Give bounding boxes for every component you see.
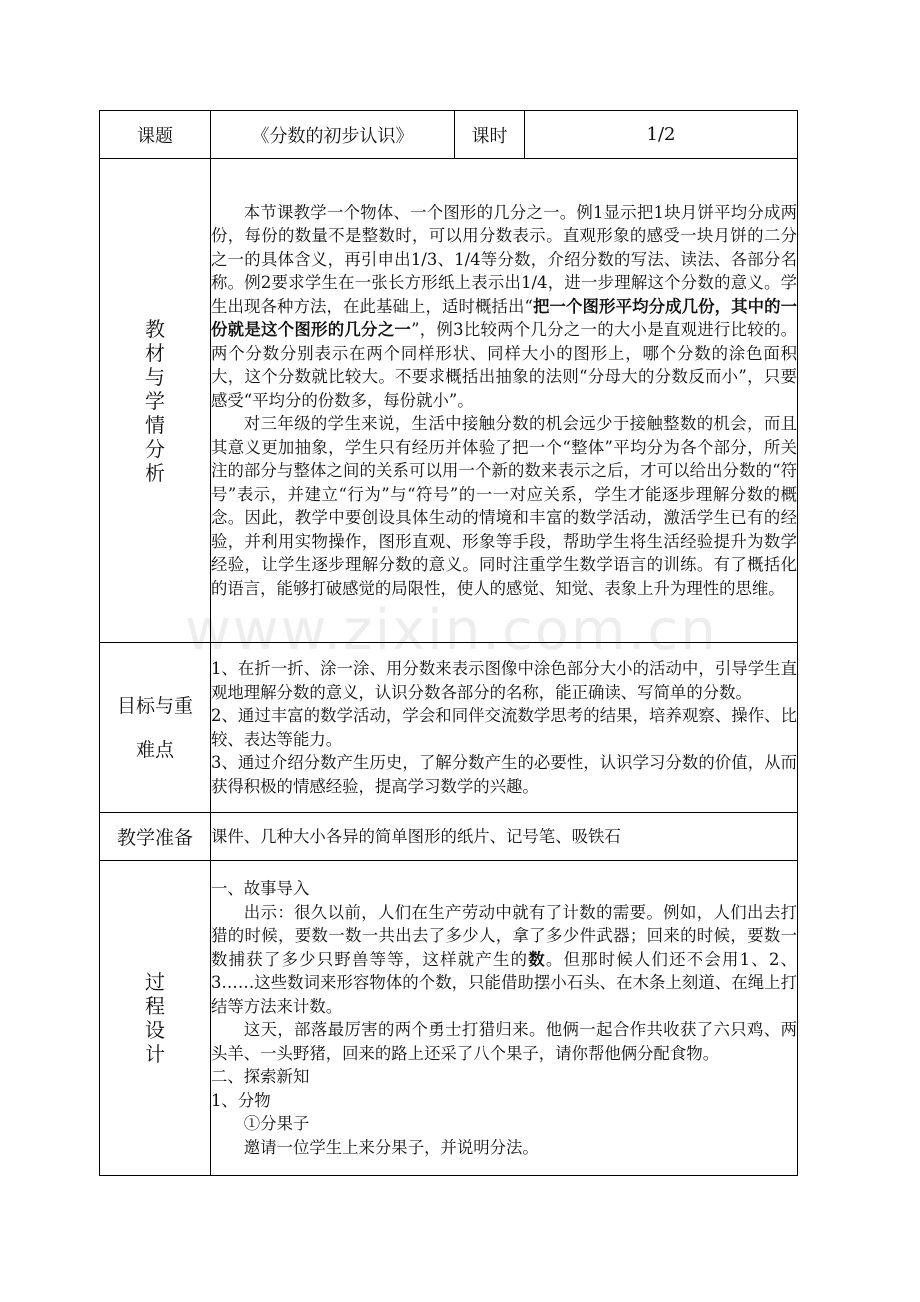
prep-label: 教学准备	[100, 813, 211, 861]
analysis-label-char: 与	[145, 364, 165, 389]
process-label	[100, 861, 211, 1176]
process-paragraph-1: 出示：很久以前，人们在生产劳动中就有了计数的需要。例如，人们出去打猎的时候，要数一数一共出去了多少人，拿了多少件武器；回来的时候，要数一数捕获了多少只野兽等等，这样就产生的数。但那时候人们还不会用1、2、3……这些数词来形容物体的个数，只能借助摆小石头、在木条上刻道、在绳上打结等方法来计数。	[211, 902, 798, 1016]
section-heading: 一、故事导入	[211, 879, 310, 898]
subsection-heading: 1、分物	[211, 1090, 271, 1110]
analysis-label-char: 析	[145, 460, 165, 485]
analysis-label-char: 情	[145, 412, 165, 437]
goal-item: 2、通过丰富的数学活动，学会和同伴交流数学思考的结果，培养观察、操作、比较、表达等能力。	[211, 706, 797, 749]
prep-row	[100, 813, 798, 861]
process-label-char: 计	[145, 1042, 165, 1066]
lesson-plan-table	[99, 110, 798, 1176]
goal-item: 3、通过介绍分数产生历史，了解分数产生的必要性，认识学习分数的价值，从而获得积极的情感经验，提高学习数学的兴趣。	[211, 753, 797, 796]
process-paragraph-3: 邀请一位学生上来分果子，并说明分法。	[243, 1137, 539, 1157]
analysis-label	[100, 159, 211, 643]
goal-item: 1、在折一折、涂一涂、用分数来表示图像中涂色部分大小的活动中，引导学生直观地理解分数的意义，认识分数各部分的名称，能正确读、写简单的分数。	[211, 659, 797, 702]
process-paragraph-2: 这天，部落最厉害的两个勇士打猎归来。他俩一起合作共收获了六只鸡、两头羊、一头野猪，回来的路上还采了八个果子，请你帮他俩分配食物。	[211, 1020, 797, 1063]
header-row	[100, 111, 798, 159]
process-label-char: 设	[145, 1018, 165, 1042]
analysis-row	[100, 159, 798, 643]
period-value: 1/2	[525, 111, 798, 159]
process-label-char: 过	[145, 970, 165, 994]
topic-value: 《分数的初步认识》	[211, 111, 455, 159]
analysis-label-char: 学	[145, 388, 165, 413]
analysis-paragraph-2: 对三年级的学生来说，生活中接触分数的机会远少于接触整数的机会，而且其意义更加抽象，学生只有经历并体验了把一个“整体”平均分为各个部分，所关注的部分与整体之间的关系可以用一个新的数来表示之后，才可以给出分数的“符号”表示，并建立“行为”与“符号”的一一对应关系，学生才能逐步理解分数的概念。因此，教学中要创设具体生动的情境和丰富的数学活动，激活学生已有的经验，并利用实物操作，图形直观、形象等手段，帮助学生将生活经验提升为数学经验，让学生逐步理解分数的意义。同时注重学生数学语言的训练。有了概括化的语言，能够打破感觉的局限性，使人的感觉、知觉、表象上升为理性的思维。	[211, 414, 797, 598]
process-row	[100, 861, 798, 1176]
goals-content	[211, 643, 798, 813]
key-definition: 把一个图形平均分成几份，其中的一份就是这个图形的几分之一	[211, 296, 797, 340]
analysis-label-char: 材	[145, 340, 165, 365]
sub-item-heading: ①分果子	[243, 1114, 310, 1133]
goals-row	[100, 643, 798, 813]
analysis-label-char: 教	[145, 316, 165, 341]
prep-content: 课件、几种大小各异的简单图形的纸片、记号笔、吸铁石	[211, 813, 798, 861]
topic-label: 课题	[100, 111, 211, 159]
analysis-paragraph-1: 本节课教学一个物体、一个图形的几分之一。例1显示把1块月饼平均分成两份，每份的数量不是整数时，可以用分数表示。直观形象的感受一块月饼的二分之一的具体含义，再引申出1/3、1/4等分数，介绍分数的写法、读法、各部分名称。例2要求学生在一张长方形纸上表示出1/4，进一步理解这个分数的意义。学生出现各种方法，在此基础上，适时概括出“把一个图形平均分成几份，其中的一份就是这个图形的几分之一”，例3比较两个几分之一的大小是直观进行比较的。两个分数分别表示在两个同样形状、同样大小的图形上，哪个分数的涂色面积大，这个分数就比较大。不要求概括出抽象的法则“分母大的分数反而小”，只要感受“平均分的份数多，每份就小”。	[211, 202, 798, 410]
analysis-label-char: 分	[145, 436, 165, 461]
analysis-content	[211, 159, 798, 643]
goals-label: 目标与重 难点	[100, 643, 211, 813]
section-heading: 二、探索新知	[211, 1067, 310, 1086]
bold-number-word: 数	[528, 949, 546, 969]
period-label: 课时	[455, 111, 525, 159]
process-label-char: 程	[145, 994, 165, 1018]
watermark: www.zixin.com.cn	[185, 598, 718, 663]
process-content	[211, 861, 798, 1176]
